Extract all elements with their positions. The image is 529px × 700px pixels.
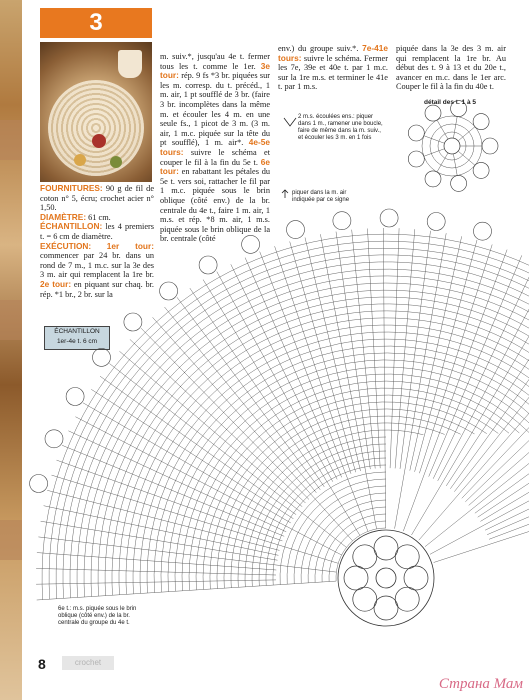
column3-intro: env.) du groupe suiv.*. [278, 44, 359, 53]
tour7-41-text: suivre le schéma. Fermer les 7e, 39e et 40e t. par 1 m.c. sur la 1re m.s. et terminer le 41e t. par 1 m.s. [278, 53, 388, 92]
chart-scallop [427, 213, 445, 231]
chart-round [56, 248, 529, 598]
column2-intro: m. suiv.*, jusqu'au 4e t. fermer tous les t. comme le 1er. [160, 52, 270, 71]
detail-petal [473, 162, 489, 178]
legend-decrease-line: et écouler les 3 m. en 1 fois [298, 135, 372, 141]
chart-column [217, 272, 333, 482]
tour1-label: 1er tour: [106, 240, 154, 251]
chart-column [368, 229, 381, 469]
chart-round [84, 276, 529, 597]
chart-scallop [160, 282, 178, 300]
chart-column [190, 288, 324, 487]
chart-column [231, 264, 337, 479]
tour45-label: 4e-5e tours: [160, 137, 270, 157]
detail-spoke [437, 153, 448, 172]
chart-column [412, 277, 529, 535]
chart-scallop [199, 256, 217, 274]
chart-column [37, 553, 276, 570]
chart-round [126, 318, 529, 594]
chart-round [91, 283, 529, 596]
sample-box-subtitle: 1er-4e t. 6 cm [56, 338, 98, 345]
detail-petal [451, 175, 467, 191]
chart-scallop [66, 388, 84, 406]
column4-text: piquée dans la 3e des 3 m. air qui remplacent la 1re br. Au début des t. 9 à 13 et du 20e t., avancer en m.c. dans le 1er arc. Couper le fil à la fin du 40e t. [396, 44, 506, 92]
chart-scallop [287, 221, 305, 239]
chart-column [475, 372, 529, 514]
chart-column [57, 460, 283, 541]
chart-column [305, 238, 361, 472]
chart-column [68, 431, 286, 532]
chart-column [489, 455, 529, 539]
tour3-label: 3e tour: [160, 60, 270, 81]
chart-scallop [124, 313, 142, 331]
chart-column [465, 335, 529, 501]
tour1-text: commencer par 24 br. dans un rond de 7 m., 1 m.c. sur la 3e des 3 m. air qui remplacent la 1re br. [40, 251, 154, 280]
chart-round [77, 269, 529, 597]
sample-box-title: ÉCHANTILLON [54, 328, 100, 335]
detail-core [444, 138, 460, 154]
detail-spoke [458, 127, 475, 141]
detail-rounds-chart [408, 101, 498, 192]
chart-scallop [333, 212, 351, 230]
legend-decrease-line: 2 m.s. écoulées ens.: piquer [298, 114, 374, 120]
detail-petal [451, 101, 467, 117]
detail-spoke [458, 151, 475, 165]
magazine-logo: crochet [62, 656, 114, 670]
chart-column [430, 412, 529, 555]
chart-round [154, 346, 529, 593]
watermark-logo: Страна Мам [438, 676, 523, 692]
legend-decrease-line: faire de même dans la m. suiv., [298, 128, 381, 134]
detail-petal [425, 105, 441, 121]
chart-column [446, 285, 529, 486]
chart-column [100, 376, 296, 514]
echantillon-label: ÉCHANTILLON: [40, 221, 103, 232]
chart-column [62, 445, 284, 536]
chart-column [450, 294, 529, 489]
page-number: 8 [38, 656, 46, 672]
footnote-line: 6e t.: m.s. piquée sous le brin [58, 606, 137, 612]
chart-column [141, 328, 309, 499]
detail-spoke [453, 154, 457, 176]
tour2-text: en piquant sur chaq. br. rép. *1 br., 2 br. sur la [40, 279, 155, 299]
detail-petal [482, 138, 498, 154]
tour45-text: suivre le schéma et couper le fil à la fin du 5e t. [160, 147, 270, 167]
chart-column [44, 506, 279, 556]
chart-scallop [474, 222, 492, 240]
echantillon-text: les 4 premiers t. = 6 cm de diamètre. [40, 222, 155, 241]
chart-center-ring [338, 530, 434, 626]
chart-scallop [45, 430, 63, 448]
tour6-label: 6e tour: [160, 156, 270, 177]
legend-decrease-symbol [284, 118, 296, 126]
pattern-number: 3 [89, 9, 103, 36]
chart-column [130, 339, 306, 503]
diametre-text: 61 cm. [88, 212, 111, 222]
chart-scallop [30, 475, 48, 493]
detail-label: détail des t. 1 à 5 [424, 99, 477, 106]
detail-spoke [437, 120, 448, 139]
footnote-line: oblique (côté env.) de la br. [58, 613, 130, 619]
diametre-label: DIAMÈTRE: [40, 211, 87, 222]
detail-petal [425, 171, 441, 187]
footnote-line: centrale du groupe du 4e t. [58, 620, 130, 626]
chart-round [112, 304, 529, 595]
chart-column [390, 228, 399, 468]
detail-petal [408, 151, 424, 167]
chart-column [275, 246, 351, 474]
legend-chain-symbol [282, 190, 288, 198]
main-doily-chart [30, 209, 529, 626]
chart-column [352, 230, 376, 469]
chart-round [140, 332, 529, 593]
chart-scallop [242, 235, 260, 253]
chart-column [38, 537, 336, 572]
chart-column [36, 568, 276, 575]
tour2-label: 2e tour: [40, 278, 72, 289]
chart-column [91, 389, 293, 518]
tour7-41-label: 7e-41e tours: [278, 43, 388, 63]
legend-decrease-line: dans 1 m., ramener une boucle, [298, 121, 383, 127]
execution-label: EXÉCUTION: [40, 240, 92, 251]
detail-petal [408, 125, 424, 141]
tour6-text: en rabattant les pétales du 5e t. vers soi, rattacher le fil par 1 m.c. piquée sous le brin oblique (côté env.) de la br. centrale du 4e t., faire 1 m. air, 1 m.s. et rép. *8 m. air, 1 m.s. piquée sous le brin oblique de la br. centrale (côté [160, 167, 271, 244]
chart-column [36, 580, 276, 584]
chart-scallop [93, 348, 111, 366]
chart-column [478, 385, 529, 518]
chart-scallop [380, 209, 398, 227]
chart-round [133, 325, 529, 594]
footnote-round-6 [58, 606, 188, 627]
chart-column [395, 229, 415, 468]
fournitures-text: 90 g de fil de coton n° 5, écru; crochet acier n° 1,50. [40, 184, 154, 213]
chart-column [37, 581, 336, 600]
tour3-text: rép. 9 fs *3 br. piquées sur les m. corresp. du t. précéd., 1 m. air, 1 pt soufflé de 3 br. (faire 3 br. incomplètes dans la même m. et écouler les 4 m. en une seule fs., 1 picot de 3 m. (3 m. air, 1 m.c. piquée sur la tête du pt soufflé), 1 m. air*. [160, 71, 270, 148]
detail-spoke [453, 117, 457, 139]
fournitures-label: FOURNITURES: [40, 183, 103, 193]
chart-column [462, 324, 529, 498]
detail-petal [473, 114, 489, 130]
chart-column [383, 228, 385, 528]
legend-chain-line: indiquée par ce signe [292, 197, 350, 203]
chart-column [290, 242, 356, 473]
legend-chain-line: piquer dans la m. air [292, 190, 347, 196]
